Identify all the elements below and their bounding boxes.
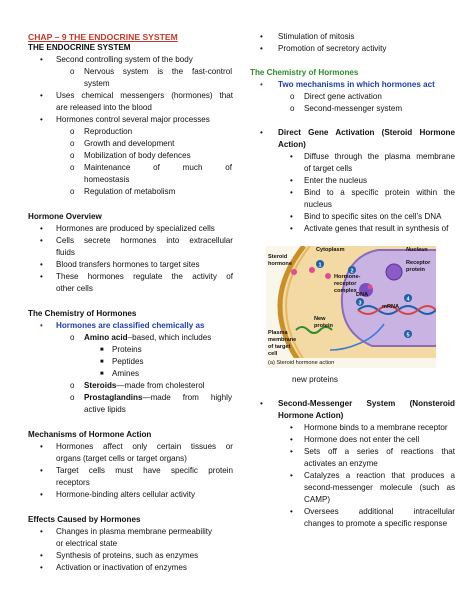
bullet: • — [40, 466, 43, 475]
word: Maintenance — [84, 163, 131, 172]
term-desc: —made from cholesterol — [116, 381, 205, 390]
term-desc: —made from highly — [142, 393, 232, 402]
list-item: Proteins — [112, 345, 142, 354]
square-bullet: ■ — [100, 359, 104, 365]
bullet-text: are released into the blood — [56, 103, 152, 112]
bullet-text: Hormone-binding alters cellular activity — [56, 490, 196, 499]
section-heading-mechanisms: Mechanisms of Hormone Action — [28, 430, 152, 439]
bullet: • — [260, 32, 263, 41]
list-item: active lipids — [84, 405, 126, 414]
list-item: Reproduction — [84, 127, 133, 136]
sub-bullet: o — [70, 333, 75, 342]
list-item — [84, 393, 232, 403]
bullet-text: Hormones are classified chemically as — [56, 321, 205, 330]
sub-bullet: • — [290, 176, 293, 185]
label-steroid-hormone: Steroid hormone — [268, 254, 292, 267]
step-number: 5 — [406, 332, 410, 339]
section-heading-second-messenger: Hormone Action) — [278, 411, 344, 420]
list-item: Amines — [112, 369, 139, 378]
label-plasma-membrane: Plasma membrane of target cell — [268, 330, 297, 357]
bullet-text: Blood transfers hormones to target sites — [56, 260, 200, 269]
term: Prostaglandins — [84, 393, 143, 402]
label-receptor-protein: Receptor protein — [406, 260, 431, 273]
list-item — [84, 333, 211, 343]
bullet-text: Cells secrete hormones into extracellular — [56, 236, 233, 245]
steroid-hormone-action-figure — [266, 246, 436, 368]
word: of — [153, 163, 160, 172]
section-heading-effects: Effects Caused by Hormones — [28, 515, 141, 524]
bullet-text: Promotion of secretory activity — [278, 44, 387, 53]
bullet: • — [40, 527, 43, 536]
term: Amino acid — [84, 333, 128, 342]
sub-bullet: o — [70, 139, 75, 148]
bullet-text: CAMP) — [304, 495, 331, 504]
steroid-hormone-molecule — [309, 267, 315, 273]
bullet: • — [40, 442, 43, 451]
step-number: 4 — [406, 296, 410, 303]
bullet: • — [260, 399, 263, 408]
sub-bullet: o — [70, 163, 75, 172]
sub-bullet: • — [290, 423, 293, 432]
label-cytoplasm: Cytoplasm — [316, 247, 345, 253]
bullet-text: Two mechanisms in which hormones act — [278, 80, 435, 89]
sub-bullet: o — [70, 127, 75, 136]
section-heading-endocrine-system: THE ENDOCRINE SYSTEM — [28, 43, 131, 52]
bullet-text: Stimulation of mitosis — [278, 32, 355, 41]
bullet-text: These hormones regulate the activity of — [56, 272, 233, 281]
bullet: • — [40, 551, 43, 560]
sub-bullet: o — [70, 381, 75, 390]
term-desc: –based, which includes — [127, 333, 212, 342]
bullet: • — [260, 80, 263, 89]
square-bullet: ■ — [100, 347, 104, 353]
bullet-text: Diffuse through the plasma membrane — [304, 152, 455, 161]
sub-bullet: • — [290, 152, 293, 161]
section-heading-chemistry: The Chemistry of Hormones — [28, 309, 137, 318]
bullet: • — [40, 55, 43, 64]
sub-bullet: • — [290, 188, 293, 197]
bullet: • — [40, 490, 43, 499]
receptor-protein — [386, 264, 402, 280]
list-item: Direct gene activation — [304, 92, 382, 101]
label-nucleus: Nucleus — [406, 247, 428, 253]
sub-bullet: o — [70, 187, 75, 196]
steroid-hormone-molecule — [325, 273, 331, 279]
bullet-text: Hormone does not enter the cell — [304, 435, 420, 444]
bullet-text: receptors — [56, 478, 90, 487]
bullet-text: Synthesis of proteins, such as enzymes — [56, 551, 199, 560]
bullet: • — [40, 236, 43, 245]
bullet-text: Target cells must have specific protein — [56, 466, 233, 475]
bullet-text: other cells — [56, 284, 93, 293]
step-number: 3 — [358, 300, 362, 307]
steroid-hormone-molecule — [291, 269, 297, 275]
sub-bullet: • — [290, 471, 293, 480]
bullet-text: of target cells — [304, 164, 353, 173]
bullet-text: Bind to a specific protein within the — [304, 188, 455, 197]
chapter-title: CHAP – 9 THE ENDOCRINE SYSTEM — [28, 32, 178, 42]
list-item — [84, 163, 232, 173]
bullet-text: Enter the nucleus — [304, 176, 367, 185]
bullet: • — [260, 44, 263, 53]
bullet-text: Hormones affect only certain tissues or — [56, 442, 233, 451]
bullet-text: Activate genes that result in synthesis of — [304, 224, 449, 233]
section-heading-chemistry-right: The Chemistry of Hormones — [250, 68, 359, 77]
bullet-text: organs (target cells or target organs) — [56, 454, 187, 463]
square-bullet: ■ — [100, 371, 104, 377]
bullet-text: Second controlling system of the body — [56, 55, 193, 64]
bullet: • — [40, 115, 43, 124]
bullet-text: Activation or inactivation of enzymes — [56, 563, 187, 572]
bullet: • — [40, 563, 43, 572]
bullet: • — [40, 224, 43, 233]
sub-bullet: • — [290, 507, 293, 516]
list-item: Regulation of metabolism — [84, 187, 176, 196]
sub-bullet: o — [290, 92, 295, 101]
label-mrna: mRNA — [382, 304, 400, 310]
sub-bullet: o — [70, 393, 75, 402]
word: of — [225, 163, 232, 172]
bullet-text: Hormones control several major processes — [56, 115, 210, 124]
bullet-text: fluids — [56, 248, 75, 257]
section-heading-second-messenger: Second-Messenger System (Nonsteroid — [278, 399, 455, 408]
bullet-text: Changes in plasma membrane permeability — [56, 527, 213, 536]
list-item: Growth and development — [84, 139, 175, 148]
step-number: 1 — [318, 262, 322, 269]
list-item — [84, 381, 205, 391]
bullet-text: Uses chemical messengers (hormones) that — [56, 91, 233, 100]
figure-caption: (a) Steroid hormone action — [268, 360, 335, 366]
bullet-text-continued: new proteins — [292, 375, 338, 384]
bullet: • — [40, 321, 43, 330]
sub-bullet: o — [70, 151, 75, 160]
bullet: • — [260, 128, 263, 137]
term: Steroids — [84, 381, 117, 390]
bullet-text: or electrical state — [56, 539, 118, 548]
sub-bullet: o — [290, 104, 295, 113]
bullet-text: Catalyzes a reaction that produces a — [304, 471, 455, 480]
sub-bullet: • — [290, 212, 293, 221]
bullet-text: nucleus — [304, 200, 332, 209]
sub-bullet: • — [290, 447, 293, 456]
bullet-text: second-messenger molecule (such as — [304, 483, 455, 492]
sub-bullet: • — [290, 224, 293, 233]
bullet-text: Sets off a series of reactions that — [304, 447, 455, 456]
bullet: • — [40, 260, 43, 269]
bullet-text: Bind to specific sites on the cell’s DNA — [304, 212, 442, 221]
bullet-text: Oversees additional intracellular — [304, 507, 455, 516]
section-heading-dga: Direct Gene Activation (Steroid Hormone — [278, 128, 455, 137]
bullet-text: activates an enzyme — [304, 459, 378, 468]
word: much — [182, 163, 203, 172]
label-new-protein: New protein — [314, 316, 333, 329]
list-item: Peptides — [112, 357, 144, 366]
bullet-text: system — [84, 79, 110, 88]
list-item: homeostasis — [84, 175, 130, 184]
bullet-text: Hormones are produced by specialized cells — [56, 224, 215, 233]
bullet-text: Nervous system is the fast-control — [84, 67, 232, 76]
bullet: • — [40, 91, 43, 100]
bullet: • — [40, 272, 43, 281]
section-heading-dga: Action) — [278, 140, 306, 149]
list-item: Second-messenger system — [304, 104, 403, 113]
sub-bullet: • — [290, 435, 293, 444]
label-hormone-receptor-complex: Hormone-receptor complex — [334, 274, 361, 294]
section-heading-hormone-overview: Hormone Overview — [28, 212, 102, 221]
sub-bullet: o — [70, 67, 75, 76]
step-number: 2 — [350, 268, 354, 275]
bullet-text: Hormone binds to a membrane receptor — [304, 423, 448, 432]
bullet-text: changes to promote a specific response — [304, 519, 448, 528]
list-item: Mobilization of body defences — [84, 151, 191, 160]
label-dna: DNA — [356, 292, 369, 298]
